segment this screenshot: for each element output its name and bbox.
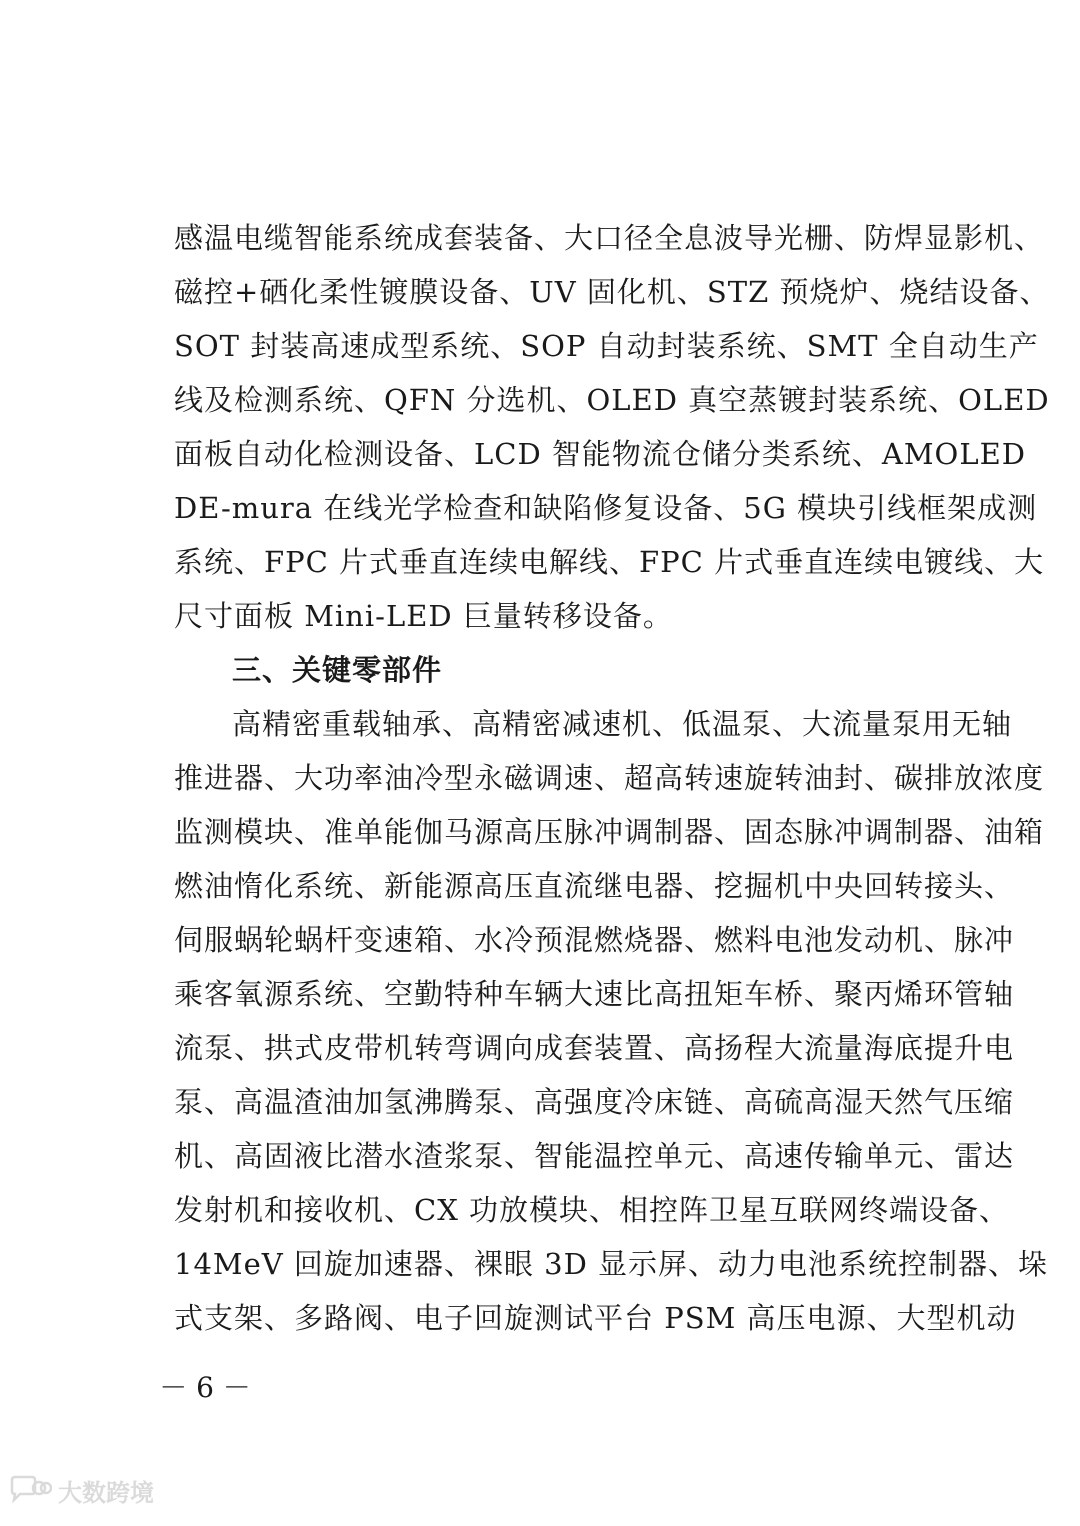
text-line: 伺服蜗轮蜗杆变速箱、水冷预混燃烧器、燃料电池发动机、脉冲: [174, 923, 1015, 957]
text-line: 机、高固液比潜水渣浆泵、智能温控单元、高速传输单元、雷达: [174, 1139, 1015, 1173]
text-line: 发射机和接收机、CX 功放模块、相控阵卫星互联网终端设备、: [174, 1193, 1010, 1227]
text-line: 泵、高温渣油加氢沸腾泵、高强度冷床链、高硫高湿天然气压缩: [174, 1085, 1015, 1119]
page-number: － 6 －: [159, 1371, 251, 1404]
text-line: 高精密重载轴承、高精密减速机、低温泵、大流量泵用无轴: [232, 707, 1013, 741]
text-line: 磁控+硒化柔性镀膜设备、UV 固化机、STZ 预烧炉、烧结设备、: [174, 275, 1050, 309]
text-line: 式支架、多路阀、电子回旋测试平台 PSM 高压电源、大型机动: [174, 1301, 1017, 1335]
text-line: DE-mura 在线光学检查和缺陷修复设备、5G 模块引线框架成测: [174, 491, 1038, 525]
chat-bubble-logo-icon: [8, 1475, 52, 1505]
watermark: [8, 1470, 154, 1510]
text-line: 感温电缆智能系统成套装备、大口径全息波导光栅、防焊显影机、: [174, 221, 1045, 255]
text-line: 线及检测系统、QFN 分选机、OLED 真空蒸镀封装系统、OLED: [174, 383, 1050, 417]
section-heading: 三、关键零部件: [232, 653, 443, 687]
text-line: 流泵、拱式皮带机转弯调向成套装置、高扬程大流量海底提升电: [174, 1031, 1015, 1065]
text-line: 14MeV 回旋加速器、裸眼 3D 显示屏、动力电池系统控制器、垛: [174, 1247, 1049, 1281]
text-line: 燃油惰化系统、新能源高压直流继电器、挖掘机中央回转接头、: [174, 869, 1015, 903]
text-line: 推进器、大功率油冷型永磁调速、超高转速旋转油封、碳排放浓度: [174, 761, 1045, 795]
watermark-text: 大数跨境: [58, 1478, 154, 1507]
text-line: 尺寸面板 Mini-LED 巨量转移设备。: [174, 599, 673, 633]
text-line: 系统、FPC 片式垂直连续电解线、FPC 片式垂直连续电镀线、大: [174, 545, 1045, 579]
text-line: 乘客氧源系统、空勤特种车辆大速比高扭矩车桥、聚丙烯环管轴: [174, 977, 1015, 1011]
text-line: 监测模块、准单能伽马源高压脉冲调制器、固态脉冲调制器、油箱: [174, 815, 1045, 849]
text-line: SOT 封装高速成型系统、SOP 自动封装系统、SMT 全自动生产: [174, 329, 1039, 363]
text-line: 面板自动化检测设备、LCD 智能物流仓储分类系统、AMOLED: [174, 437, 1027, 471]
